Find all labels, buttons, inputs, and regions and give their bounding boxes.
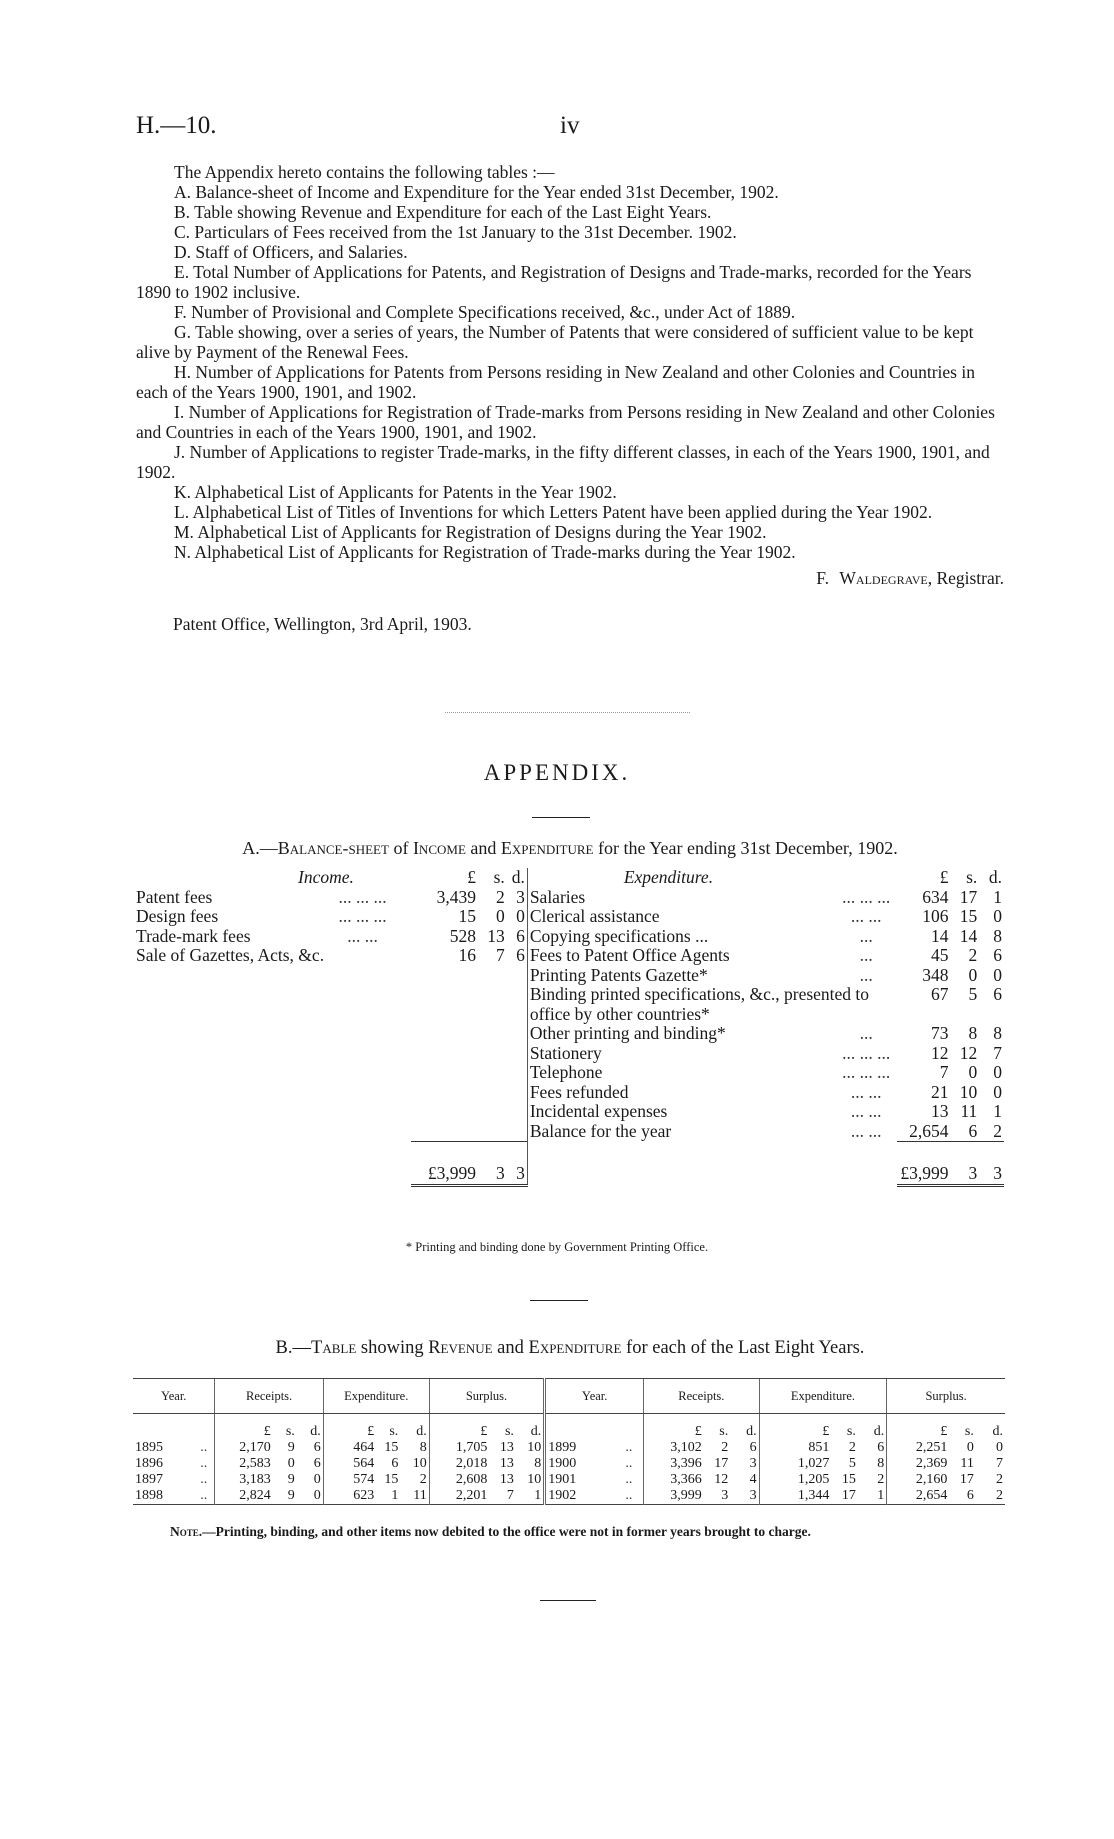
table-row: 1895 .. 2,170 9 6 464 15 8 1,705 13 10 1899 .. 3,102 2 6 851 2 6 2,251 0 0 [135, 1440, 1003, 1455]
intro-item: I. Number of Applications for Registration of Trade-marks from Persons residing in New Zealand and other Colonies and Countries in each of the Years 1900, 1901, and 1902. [136, 402, 995, 442]
table-row: Binding printed specifications, &c., presented to office by other countries* 67 5 6 [134, 985, 1004, 1024]
col-receipts: Receipts. [215, 1379, 323, 1414]
page-number: iv [560, 112, 580, 139]
table-row: Fees refunded ... ... 21 10 0 [134, 1083, 1004, 1103]
intro-item: A. Balance-sheet of Income and Expenditure for the Year ended 31st December, 1902. [174, 182, 779, 202]
col-surplus: Surplus. [887, 1379, 1005, 1414]
income-heading: Income. [298, 867, 354, 887]
revenue-table [133, 1378, 1005, 1505]
intro-lead: The Appendix hereto contains the following tables :— [174, 162, 555, 182]
intro-item: F. Number of Provisional and Complete Specifications received, &c., under Act of 1889. [174, 302, 796, 322]
intro-item: C. Particulars of Fees received from the 1st January to the 31st December. 1902. [174, 222, 737, 242]
expenditure-total: £3,999 [897, 1142, 951, 1186]
table-row: 1897 .. 3,183 9 0 574 15 2 2,608 13 10 1901 .. 3,366 12 4 1,205 15 2 2,160 17 2 [135, 1472, 1003, 1487]
table-row: 1898 .. 2,824 9 0 623 1 11 2,201 7 1 1902 .. 3,999 3 3 1,344 17 1 2,654 6 2 [135, 1488, 1003, 1503]
intro-list [136, 162, 1004, 588]
signature-name: Waldegrave [839, 568, 928, 588]
dotted-divider [445, 712, 690, 713]
col-year: Year. [545, 1379, 644, 1414]
revenue-table-header [133, 1379, 1005, 1414]
table-note: Note.—Printing, binding, and other items now debited to the office were not in former years brought to charge. [170, 1524, 811, 1539]
table-row: Printing Patents Gazette* ... 348 0 0 [134, 966, 1004, 986]
intro-item: J. Number of Applications to register Trade-marks, in the fifty different classes, in each of the Years 1900, 1901, and 1902. [136, 442, 990, 482]
footnote: * Printing and binding done by Government Printing Office. [405, 1240, 709, 1254]
table-row: Patent fees ... ... ... 3,439 2 3 Salaries ... ... ... 634 17 1 [136, 886, 1002, 907]
income-total: £3,999 [411, 1142, 478, 1186]
intro-item: B. Table showing Revenue and Expenditure for each of the Last Eight Years. [174, 202, 712, 222]
col-expenditure: Expenditure. [323, 1379, 429, 1414]
office-date: Patent Office, Wellington, 3rd April, 1903. [173, 614, 472, 634]
title-rule [532, 817, 590, 818]
balance-sheet [134, 868, 1004, 1187]
intro-item: E. Total Number of Applications for Patents, and Registration of Designs and Trade-marks, recorded for the Years 1890 to 1902 inclusive. [136, 262, 972, 302]
table-row: Other printing and binding* ... 73 8 8 [134, 1024, 1004, 1044]
intro-item: D. Staff of Officers, and Salaries. [174, 242, 408, 262]
appendix-title: APPENDIX. [483, 760, 631, 785]
expenditure-heading: Expenditure. [527, 868, 835, 888]
intro-item: N. Alphabetical List of Applicants for Registration of Trade-marks during the Year 1902. [174, 542, 796, 562]
table-row: Design fees ... ... ... 15 0 0 Clerical assistance ... ... 106 15 0 [136, 906, 1002, 926]
signature-title: , Registrar. [927, 568, 1004, 588]
table-row: Trade-mark fees ... ... 528 13 6 Copying specifications ... ... 14 14 8 [136, 925, 1002, 946]
table-row: Incidental expenses ... ... 13 11 1 [134, 1102, 1004, 1122]
col-pence: d. [511, 867, 525, 887]
signature-initial: F. [816, 568, 830, 588]
table-row: Telephone ... ... ... 7 0 0 [134, 1063, 1004, 1083]
col-year: Year. [133, 1379, 215, 1414]
units-row: £ s. d. £ s. d. £ s. d. £ s. d. £ s. d. £ s. d. [133, 1414, 1005, 1441]
col-pounds: £ [939, 867, 949, 887]
col-receipts: Receipts. [644, 1379, 760, 1414]
col-expenditure: Expenditure. [759, 1379, 887, 1414]
intro-item: G. Table showing, over a series of years, the Number of Patents that were considered of sufficient value to be kept alive by Payment of the Renewal Fees. [136, 322, 974, 362]
signature [136, 568, 1004, 588]
table-row: Stationery ... ... ... 12 12 7 [134, 1044, 1004, 1064]
intro-item: M. Alphabetical List of Applicants for Registration of Designs during the Year 1902. [174, 522, 767, 542]
section-a-title: A.—Balance-sheet of Income and Expenditure for the Year ending 31st December, 1902. [242, 838, 898, 858]
end-rule [540, 1600, 596, 1601]
table-row: Sale of Gazettes, Acts, &c. 16 7 6 Fees to Patent Office Agents ... 45 2 6 [136, 945, 1002, 965]
totals-row: £3,999 3 3 £3,999 3 3 [134, 1142, 1004, 1186]
col-surplus: Surplus. [429, 1379, 545, 1414]
balance-sheet-header [134, 868, 1004, 888]
col-shillings: s. [966, 867, 978, 887]
intro-item: K. Alphabetical List of Applicants for Patents in the Year 1902. [174, 482, 617, 502]
section-rule [530, 1300, 588, 1301]
intro-item: L. Alphabetical List of Titles of Inventions for which Letters Patent have been applied during the Year 1902. [174, 502, 933, 522]
section-b-title: B.—Table showing Revenue and Expenditure for each of the Last Eight Years. [275, 1338, 865, 1358]
intro-item: H. Number of Applications for Patents from Persons residing in New Zealand and other Colonies and Countries in each of the Years 1900, 1901, and 1902. [136, 362, 975, 402]
table-row: Balance for the year ... ... 2,654 6 2 [134, 1122, 1004, 1142]
col-shillings: s. [493, 867, 505, 887]
col-pence: d. [988, 867, 1002, 887]
page-ref: H.—10. [136, 112, 217, 139]
col-pounds: £ [467, 867, 477, 887]
table-row: 1896 .. 2,583 0 6 564 6 10 2,018 13 8 1900 .. 3,396 17 3 1,027 5 8 2,369 11 7 [135, 1456, 1003, 1471]
